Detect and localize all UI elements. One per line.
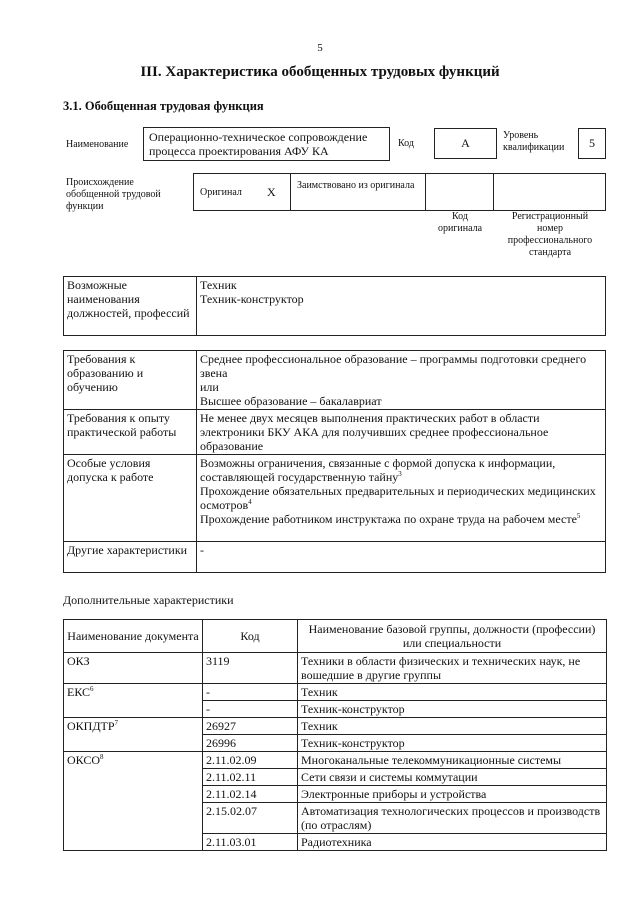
level-value: 5 (578, 128, 606, 159)
extra-header-row (64, 620, 607, 653)
footnote-ref: 7 (114, 719, 119, 727)
req-label: Требования к опыту практической работы (64, 410, 197, 455)
req-line: - (200, 543, 204, 557)
doc-name: ОКСО (67, 753, 101, 767)
position-item: Техник (200, 278, 237, 292)
req-line (200, 484, 602, 512)
req-line: Среднее профессиональное образование – программы подготовки среднего звена (200, 352, 587, 380)
header-doc: Наименование документа (64, 620, 203, 653)
doc-name: ОКЗ (67, 654, 90, 668)
req-row-experience (64, 410, 606, 455)
table-row (64, 752, 607, 769)
origin-label: Происхождение обобщенной трудовой функции (66, 177, 161, 212)
footnote-ref: 4 (248, 498, 252, 506)
table-row (64, 653, 607, 684)
req-line (200, 512, 602, 526)
req-line-text: Прохождение работником инструктажа по охране труда на рабочем месте (200, 512, 577, 526)
positions-label: Возможные наименования должностей, профессий (64, 277, 197, 336)
name-cell: Сети связи и системы коммутации (298, 769, 607, 786)
code-cell: - (203, 701, 298, 718)
name-cell: Радиотехника (298, 834, 607, 851)
origin-box (193, 173, 606, 211)
level-label: Уровень квалификации (503, 130, 565, 153)
name-cell: Техник-конструктор (298, 701, 607, 718)
code-cell: 26996 (203, 735, 298, 752)
doc-cell (64, 718, 203, 752)
req-value (197, 410, 606, 455)
code-label: Код (398, 138, 414, 149)
function-name-value: Операционно-техническое сопровождение процесса проектирования АФУ КА (149, 130, 368, 158)
req-line: Высшее образование – бакалавриат (200, 394, 382, 408)
name-cell: Техник-конструктор (298, 735, 607, 752)
req-value (197, 455, 606, 542)
subsection-title: 3.1. Обобщенная трудовая функция (63, 99, 264, 113)
footnote-ref: 3 (398, 470, 402, 478)
original-mark: Х (267, 185, 276, 199)
code-cell: 2.11.03.01 (203, 834, 298, 851)
reg-number-caption: Регистрационный номер профессионального стандарта (507, 211, 593, 258)
requirements-table (63, 350, 606, 573)
doc-name: ОКПДТР (67, 719, 115, 733)
positions-values (197, 277, 606, 336)
doc-cell (64, 684, 203, 718)
doc-cell (64, 653, 203, 684)
table-row (64, 684, 607, 701)
position-item: Техник-конструктор (200, 292, 304, 306)
positions-row (64, 277, 606, 336)
req-line-text: Прохождение обязательных предварительных и периодических медицинских осмотров (200, 484, 596, 512)
req-value (197, 351, 606, 410)
name-cell: Автоматизация технологических процессов и производств (по отраслям) (298, 803, 607, 834)
page-number: 5 (317, 42, 323, 54)
code-original-caption: Код оригинала (437, 211, 483, 234)
name-cell: Многоканальные телекоммуникационные системы (298, 752, 607, 769)
code-cell: 2.11.02.11 (203, 769, 298, 786)
code-value: А (434, 128, 497, 159)
req-row-special (64, 455, 606, 542)
req-line: Не менее двух месяцев выполнения практических работ в области электроники БКУ АКА для получивших среднее профессиональное образование (200, 411, 549, 453)
header-name: Наименование базовой группы, должности (профессии) или специальности (298, 620, 607, 653)
footnote-ref: 8 (100, 753, 104, 761)
req-label: Другие характеристики (64, 542, 197, 573)
code-cell: 2.11.02.09 (203, 752, 298, 769)
doc-cell (64, 752, 203, 851)
section-title: III. Характеристика обобщенных трудовых функций (140, 64, 500, 80)
code-cell: 2.11.02.14 (203, 786, 298, 803)
req-line: или (200, 380, 219, 394)
extra-table (63, 619, 607, 851)
code-cell: 3119 (203, 653, 298, 684)
extra-title: Дополнительные характеристики (63, 593, 234, 607)
table-row (64, 718, 607, 735)
name-cell: Техники в области физических и технических наук, не вошедшие в другие группы (298, 653, 607, 684)
name-cell: Электронные приборы и устройства (298, 786, 607, 803)
positions-table (63, 276, 606, 336)
req-label: Требования к образованию и обучению (64, 351, 197, 410)
code-cell: - (203, 684, 298, 701)
req-row-other (64, 542, 606, 573)
code-cell: 26927 (203, 718, 298, 735)
function-name-box (143, 127, 390, 161)
req-line-text: Возможны ограничения, связанные с формой допуска к информации, составляющей государственную тайну (200, 456, 556, 484)
borrowed-label: Заимствовано из оригинала (297, 180, 415, 191)
doc-name: ЕКС (67, 685, 91, 699)
name-cell: Техник (298, 684, 607, 701)
req-row-education (64, 351, 606, 410)
name-cell: Техник (298, 718, 607, 735)
name-label: Наименование (66, 139, 129, 150)
req-value (197, 542, 606, 573)
original-label: Оригинал (200, 187, 242, 198)
header-code: Код (203, 620, 298, 653)
footnote-ref: 6 (90, 685, 94, 693)
req-line (200, 456, 602, 484)
code-cell: 2.15.02.07 (203, 803, 298, 834)
req-label: Особые условия допуска к работе (64, 455, 197, 542)
footnote-ref: 5 (576, 512, 581, 520)
